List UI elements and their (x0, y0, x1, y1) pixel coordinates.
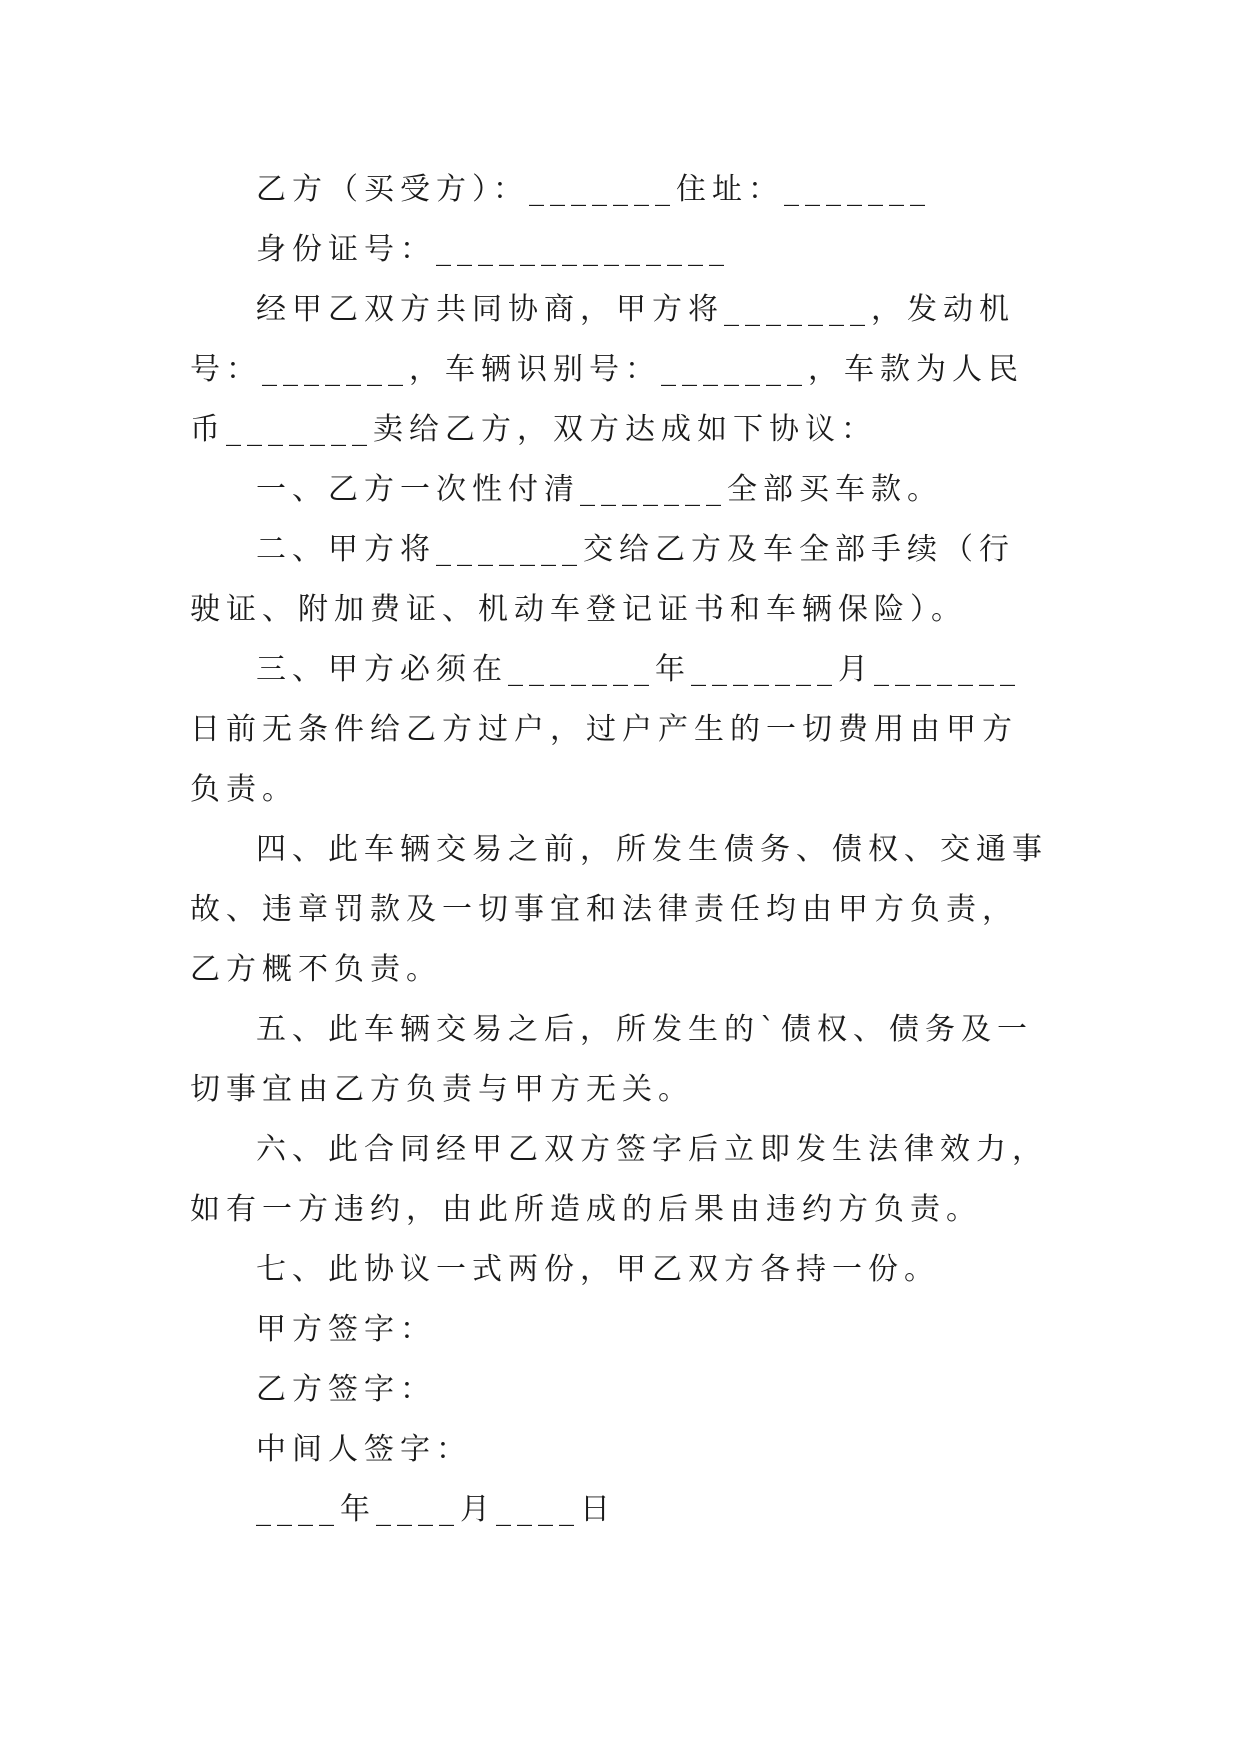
clause-3: 三、甲方必须在_______年_______月_______日前无条件给乙方过户，过户产生的一切费用由甲方负责。 (190, 652, 1021, 807)
agreement-intro: 经甲乙双方共同协商，甲方将_______，发动机号：_______，车辆识别号：_______，车款为人民币_______卖给乙方，双方达成如下协议： (190, 292, 1024, 447)
clause-1: 一、乙方一次性付清_______全部买车款。 (256, 472, 943, 507)
middleman-signature: 中间人签字： (256, 1432, 472, 1467)
clause-5: 五、此车辆交易之后，所发生的`债权、债务及一切事宜由乙方负责与甲方无关。 (190, 1012, 1033, 1107)
id-number-line: 身份证号：______________ (256, 232, 730, 267)
buyer-line: 乙方（买受方）：_______住址：_______ (256, 172, 931, 207)
clause-4: 四、此车辆交易之前，所发生债务、债权、交通事故、违章罚款及一切事宜和法律责任均由甲方负责，乙方概不负责。 (190, 832, 1048, 987)
contract-body (190, 160, 1050, 1540)
date-line: ____年____月____日 (256, 1492, 616, 1527)
party-a-signature: 甲方签字： (256, 1312, 436, 1347)
clause-2: 二、甲方将_______交给乙方及车全部手续（行驶证、附加费证、机动车登记证书和车辆保险）。 (190, 532, 1015, 627)
clause-6: 六、此合同经甲乙双方签字后立即发生法律效力，如有一方违约，由此所造成的后果由违约方负责。 (190, 1132, 1048, 1227)
party-b-signature: 乙方签字： (256, 1372, 436, 1407)
clause-7: 七、此协议一式两份，甲乙双方各持一份。 (256, 1252, 940, 1287)
